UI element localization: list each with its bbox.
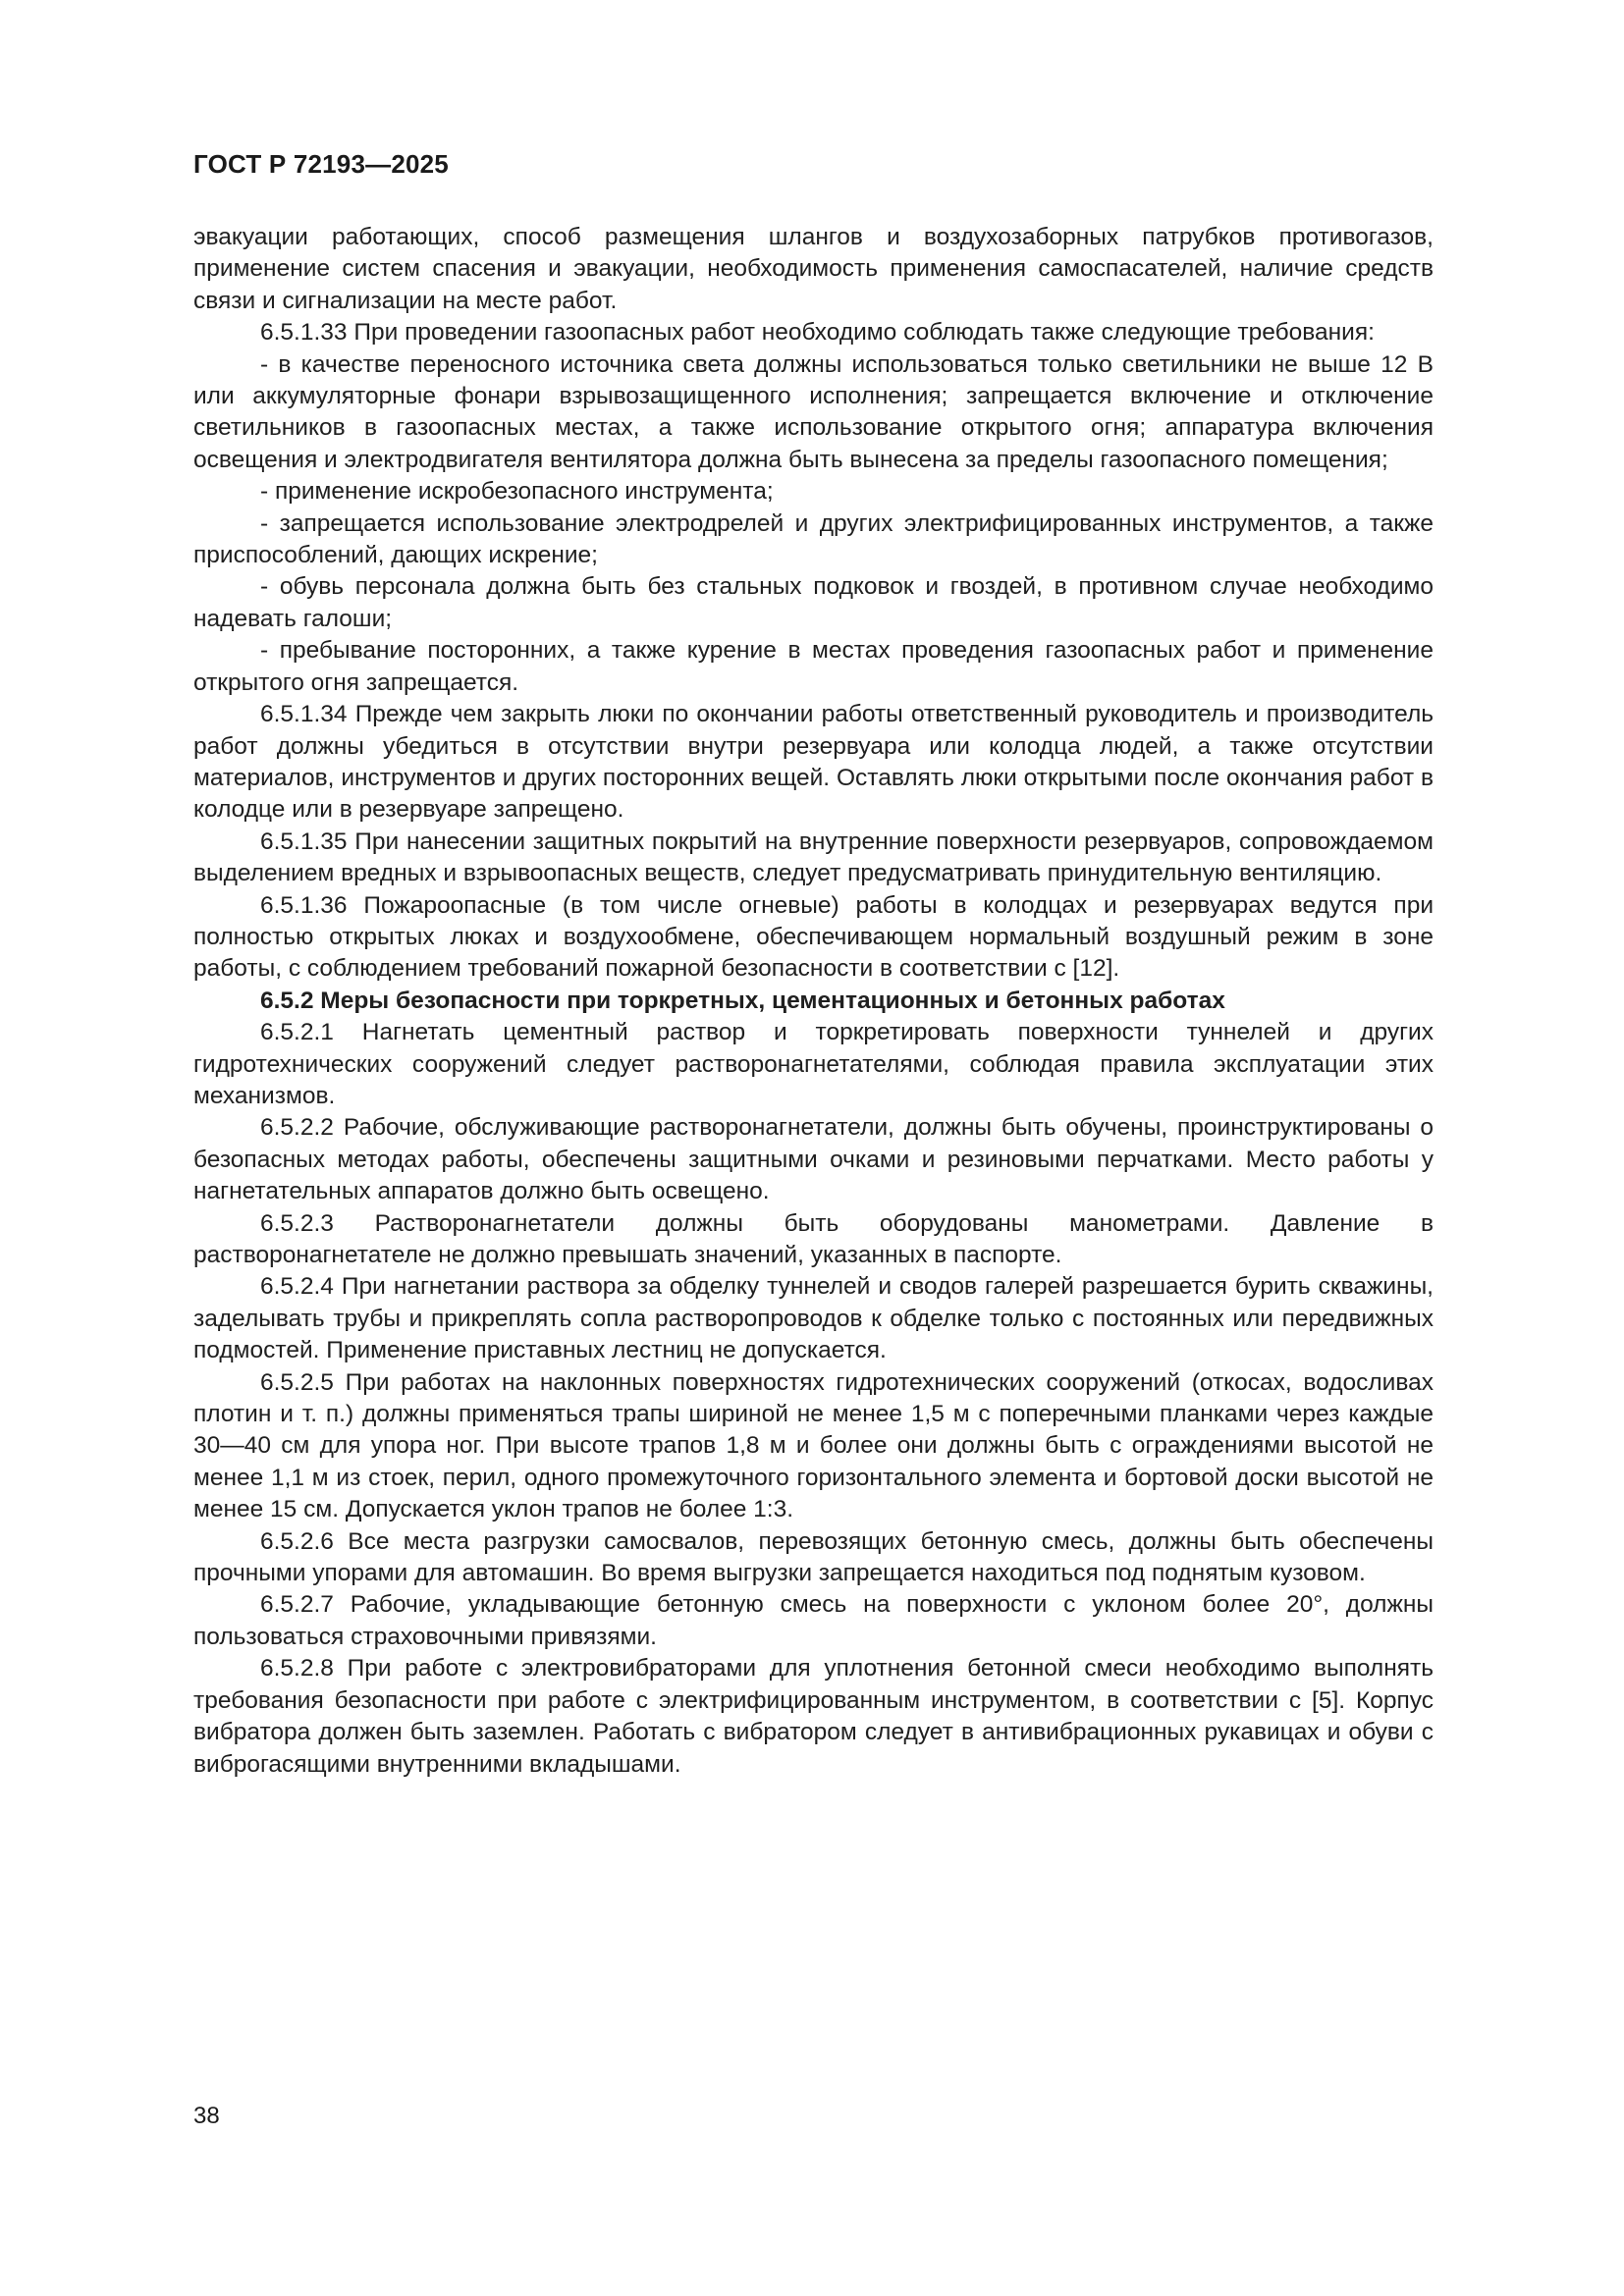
- paragraph-6-5-2-5: 6.5.2.5 При работах на наклонных поверхностях гидротехнических сооружений (откосах, водосливах плотин и т. п.) должны применяться трапы шириной не менее 1,5 м с поперечными планками через каждые 30—40 см для упора ног. При высоте трапов 1,8 м и более они должны быть с ограждениями высотой не менее 1,1 м из стоек, перил, одного промежуточного горизонтального элемента и бортовой доски высотой не менее 15 см. Допускается уклон трапов не более 1:3.: [193, 1368, 1434, 1523]
- page-number: 38: [193, 2103, 220, 2129]
- paragraph-6-5-2-4: 6.5.2.4 При нагнетании раствора за обделку туннелей и сводов галерей разрешается бурить скважины, заделывать трубы и прикреплять сопла растворопроводов к обделке только с постоянных или передвижных подмостей. Применение приставных лестниц не допускается.: [193, 1273, 1434, 1364]
- list-item-light-source: - в качестве переносного источника света должны использоваться только светильники не выше 12 В или аккумуляторные фонари взрывозащищенного исполнения; запрещается включение и отключение светильников в газоопасных местах, а также использование открытого огня; аппаратура включения освещения и электродвигателя вентилятора должна быть вынесена за пределы газоопасного помещения;: [193, 350, 1434, 473]
- paragraph-6-5-2-1: 6.5.2.1 Нагнетать цементный раствор и торкретировать поверхности туннелей и других гидротехнических сооружений следует растворонагнетателями, соблюдая правила эксплуатации этих механизмов.: [193, 1019, 1434, 1109]
- paragraph-6-5-2-8: 6.5.2.8 При работе с электровибраторами для уплотнения бетонной смеси необходимо выполнять требования безопасности при работе с электрифицированным инструментом, в соответствии с [5]. Корпус вибратора должен быть заземлен. Работать с вибратором следует в антивибрационных рукавицах и обуви с виброгасящими внутренними вкладышами.: [193, 1655, 1434, 1778]
- paragraph-6-5-2-2: 6.5.2.2 Рабочие, обслуживающие растворонагнетатели, должны быть обучены, проинструктированы о безопасных методах работы, обеспечены защитными очками и резиновыми перчатками. Место работы у нагнетательных аппаратов должно быть освещено.: [193, 1114, 1434, 1205]
- paragraph-6-5-2-7: 6.5.2.7 Рабочие, укладывающие бетонную смесь на поверхности с уклоном более 20°, должны пользоваться страховочными привязями.: [193, 1591, 1434, 1650]
- list-item-electric-tools: - запрещается использование электродрелей и других электрифицированных инструментов, а также приспособлений, дающих искрение;: [193, 509, 1434, 569]
- standard-header: ГОСТ Р 72193—2025: [193, 149, 449, 179]
- paragraph-6-5-1-34: 6.5.1.34 Прежде чем закрыть люки по окончании работы ответственный руководитель и производитель работ должны убедиться в отсутствии внутри резервуара или колодца людей, а также отсутствии материалов, инструментов и других посторонних вещей. Оставлять люки открытыми после окончания работ в колодце или в резервуаре запрещено.: [193, 701, 1434, 824]
- list-item-footwear: - обувь персонала должна быть без стальных подковок и гвоздей, в противном случае необходимо надевать галоши;: [193, 573, 1434, 632]
- paragraph: эвакуации работающих, способ размещения шлангов и воздухозаборных патрубков противогазов, применение систем спасения и эвакуации, необходимость применения самоспасателей, наличие средств связи и сигнализации на месте работ.: [193, 224, 1434, 314]
- paragraph-6-5-2-3: 6.5.2.3 Растворонагнетатели должны быть оборудованы манометрами. Давление в растворонагнетателе не должно превышать значений, указанных в паспорте.: [193, 1209, 1434, 1268]
- paragraph-6-5-1-35: 6.5.1.35 При нанесении защитных покрытий на внутренние поверхности резервуаров, сопровождаемом выделением вредных и взрывоопасных веществ, следует предусматривать принудительную вентиляцию.: [193, 828, 1434, 887]
- document-body: [193, 222, 1434, 1781]
- section-heading-6-5-2: 6.5.2 Меры безопасности при торкретных, цементационных и бетонных работах: [260, 987, 1225, 1014]
- paragraph-6-5-1-36: 6.5.1.36 Пожароопасные (в том числе огневые) работы в колодцах и резервуарах ведутся при полностью открытых люках и воздухообмене, обеспечивающем нормальный воздушный режим в зоне работы, с соблюдением требований пожарной безопасности в соответствии с [12].: [193, 891, 1434, 983]
- paragraph-6-5-2-6: 6.5.2.6 Все места разгрузки самосвалов, перевозящих бетонную смесь, должны быть обеспечены прочными упорами для автомашин. Во время выгрузки запрещается находиться под поднятым кузовом.: [193, 1527, 1434, 1587]
- list-item-spark-safe-tool: - применение искробезопасного инструмента;: [260, 478, 774, 506]
- list-item-outsiders: - пребывание посторонних, а также курение в местах проведения газоопасных работ и применение открытого огня запрещается.: [193, 637, 1434, 696]
- paragraph-6-5-1-33: 6.5.1.33 При проведении газоопасных работ необходимо соблюдать также следующие требования:: [260, 319, 1375, 347]
